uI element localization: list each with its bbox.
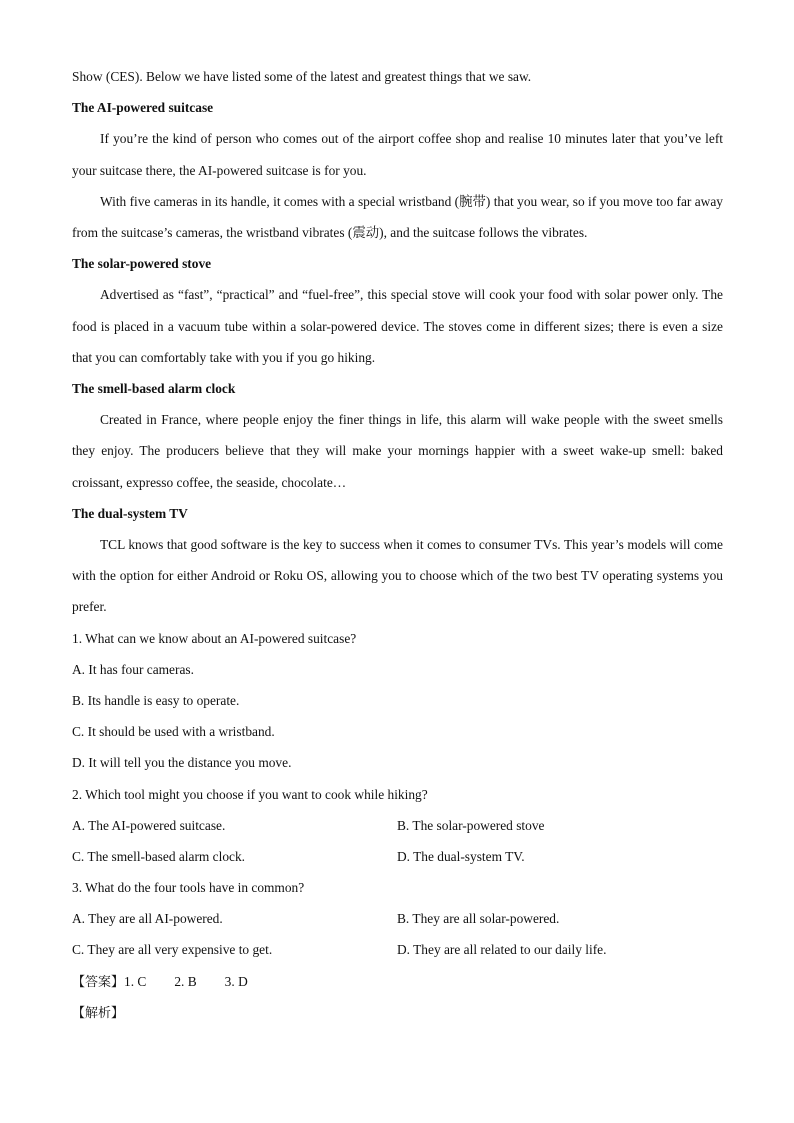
question-option: A. It has four cameras. — [72, 661, 194, 677]
paragraph: Advertised as “fast”, “practical” and “fuel-free”, this special stove will cook your food with solar power only. The food is placed in a vacuum tube within a solar-powered device. The stoves come in different sizes; there is even a size that you can comfortably take with you if you go hiking. — [72, 287, 723, 365]
paragraph: With five cameras in its handle, it comes with a special wristband (腕带) that you wear, so if you move too far away from the suitcase’s cameras, the wristband vibrates (震动), and the suitcase follows the vibrates. — [72, 193, 723, 240]
option-row — [72, 906, 723, 937]
analysis-label: 【解析】 — [72, 1005, 125, 1021]
question-option: B. Its handle is easy to operate. — [72, 692, 240, 708]
analysis-row — [72, 1000, 723, 1031]
option-row — [72, 844, 723, 875]
option-row — [72, 937, 723, 968]
question-option: D. The dual-system TV. — [397, 848, 525, 864]
question-option: C. The smell-based alarm clock. — [72, 848, 246, 864]
question-option: D. They are all related to our daily life. — [397, 942, 607, 958]
answer-label: 【答案】 — [72, 974, 125, 990]
answer-item: 1. C — [124, 973, 147, 989]
section-heading-alarm-clock: The smell-based alarm clock — [72, 380, 236, 396]
section-heading-stove: The solar-powered stove — [72, 256, 212, 272]
document-page — [72, 64, 723, 1031]
question-stem: 2. Which tool might you choose if you want to cook while hiking? — [72, 786, 428, 802]
option-row — [72, 813, 723, 844]
section-heading-tv: The dual-system TV — [72, 505, 188, 521]
paragraph: If you’re the kind of person who comes out of the airport coffee shop and realise 10 minutes later that you’ve left your suitcase there, the AI-powered suitcase is for you. — [72, 131, 723, 178]
question-stem: 1. What can we know about an AI-powered suitcase? — [72, 630, 357, 646]
answer-row — [72, 969, 723, 1000]
answer-item: 2. B — [174, 973, 197, 989]
answer-item: 3. D — [224, 973, 248, 989]
question-option: B. They are all solar-powered. — [397, 911, 560, 927]
question-option: C. It should be used with a wristband. — [72, 724, 275, 740]
question-option: B. The solar-powered stove — [397, 817, 545, 833]
question-option: C. They are all very expensive to get. — [72, 942, 273, 958]
question-stem: 3. What do the four tools have in common? — [72, 880, 305, 896]
paragraph: TCL knows that good software is the key to success when it comes to consumer TVs. This year’s models will come with the option for either Android or Roku OS, allowing you to choose which of the two best TV operating systems you prefer. — [72, 536, 723, 615]
paragraph: Created in France, where people enjoy the finer things in life, this alarm will wake people with the sweet smells they enjoy. The producers believe that they will make your mornings happier with a sweet wake-up smell: baked croissant, expresso coffee, the seaside, chocolate… — [72, 412, 723, 490]
section-heading-suitcase: The AI-powered suitcase — [72, 100, 214, 116]
intro-tail: Show (CES). Below we have listed some of the latest and greatest things that we saw. — [72, 69, 532, 84]
question-option: A. They are all AI-powered. — [72, 911, 223, 927]
question-option: D. It will tell you the distance you move. — [72, 755, 292, 771]
question-option: A. The AI-powered suitcase. — [72, 817, 226, 833]
